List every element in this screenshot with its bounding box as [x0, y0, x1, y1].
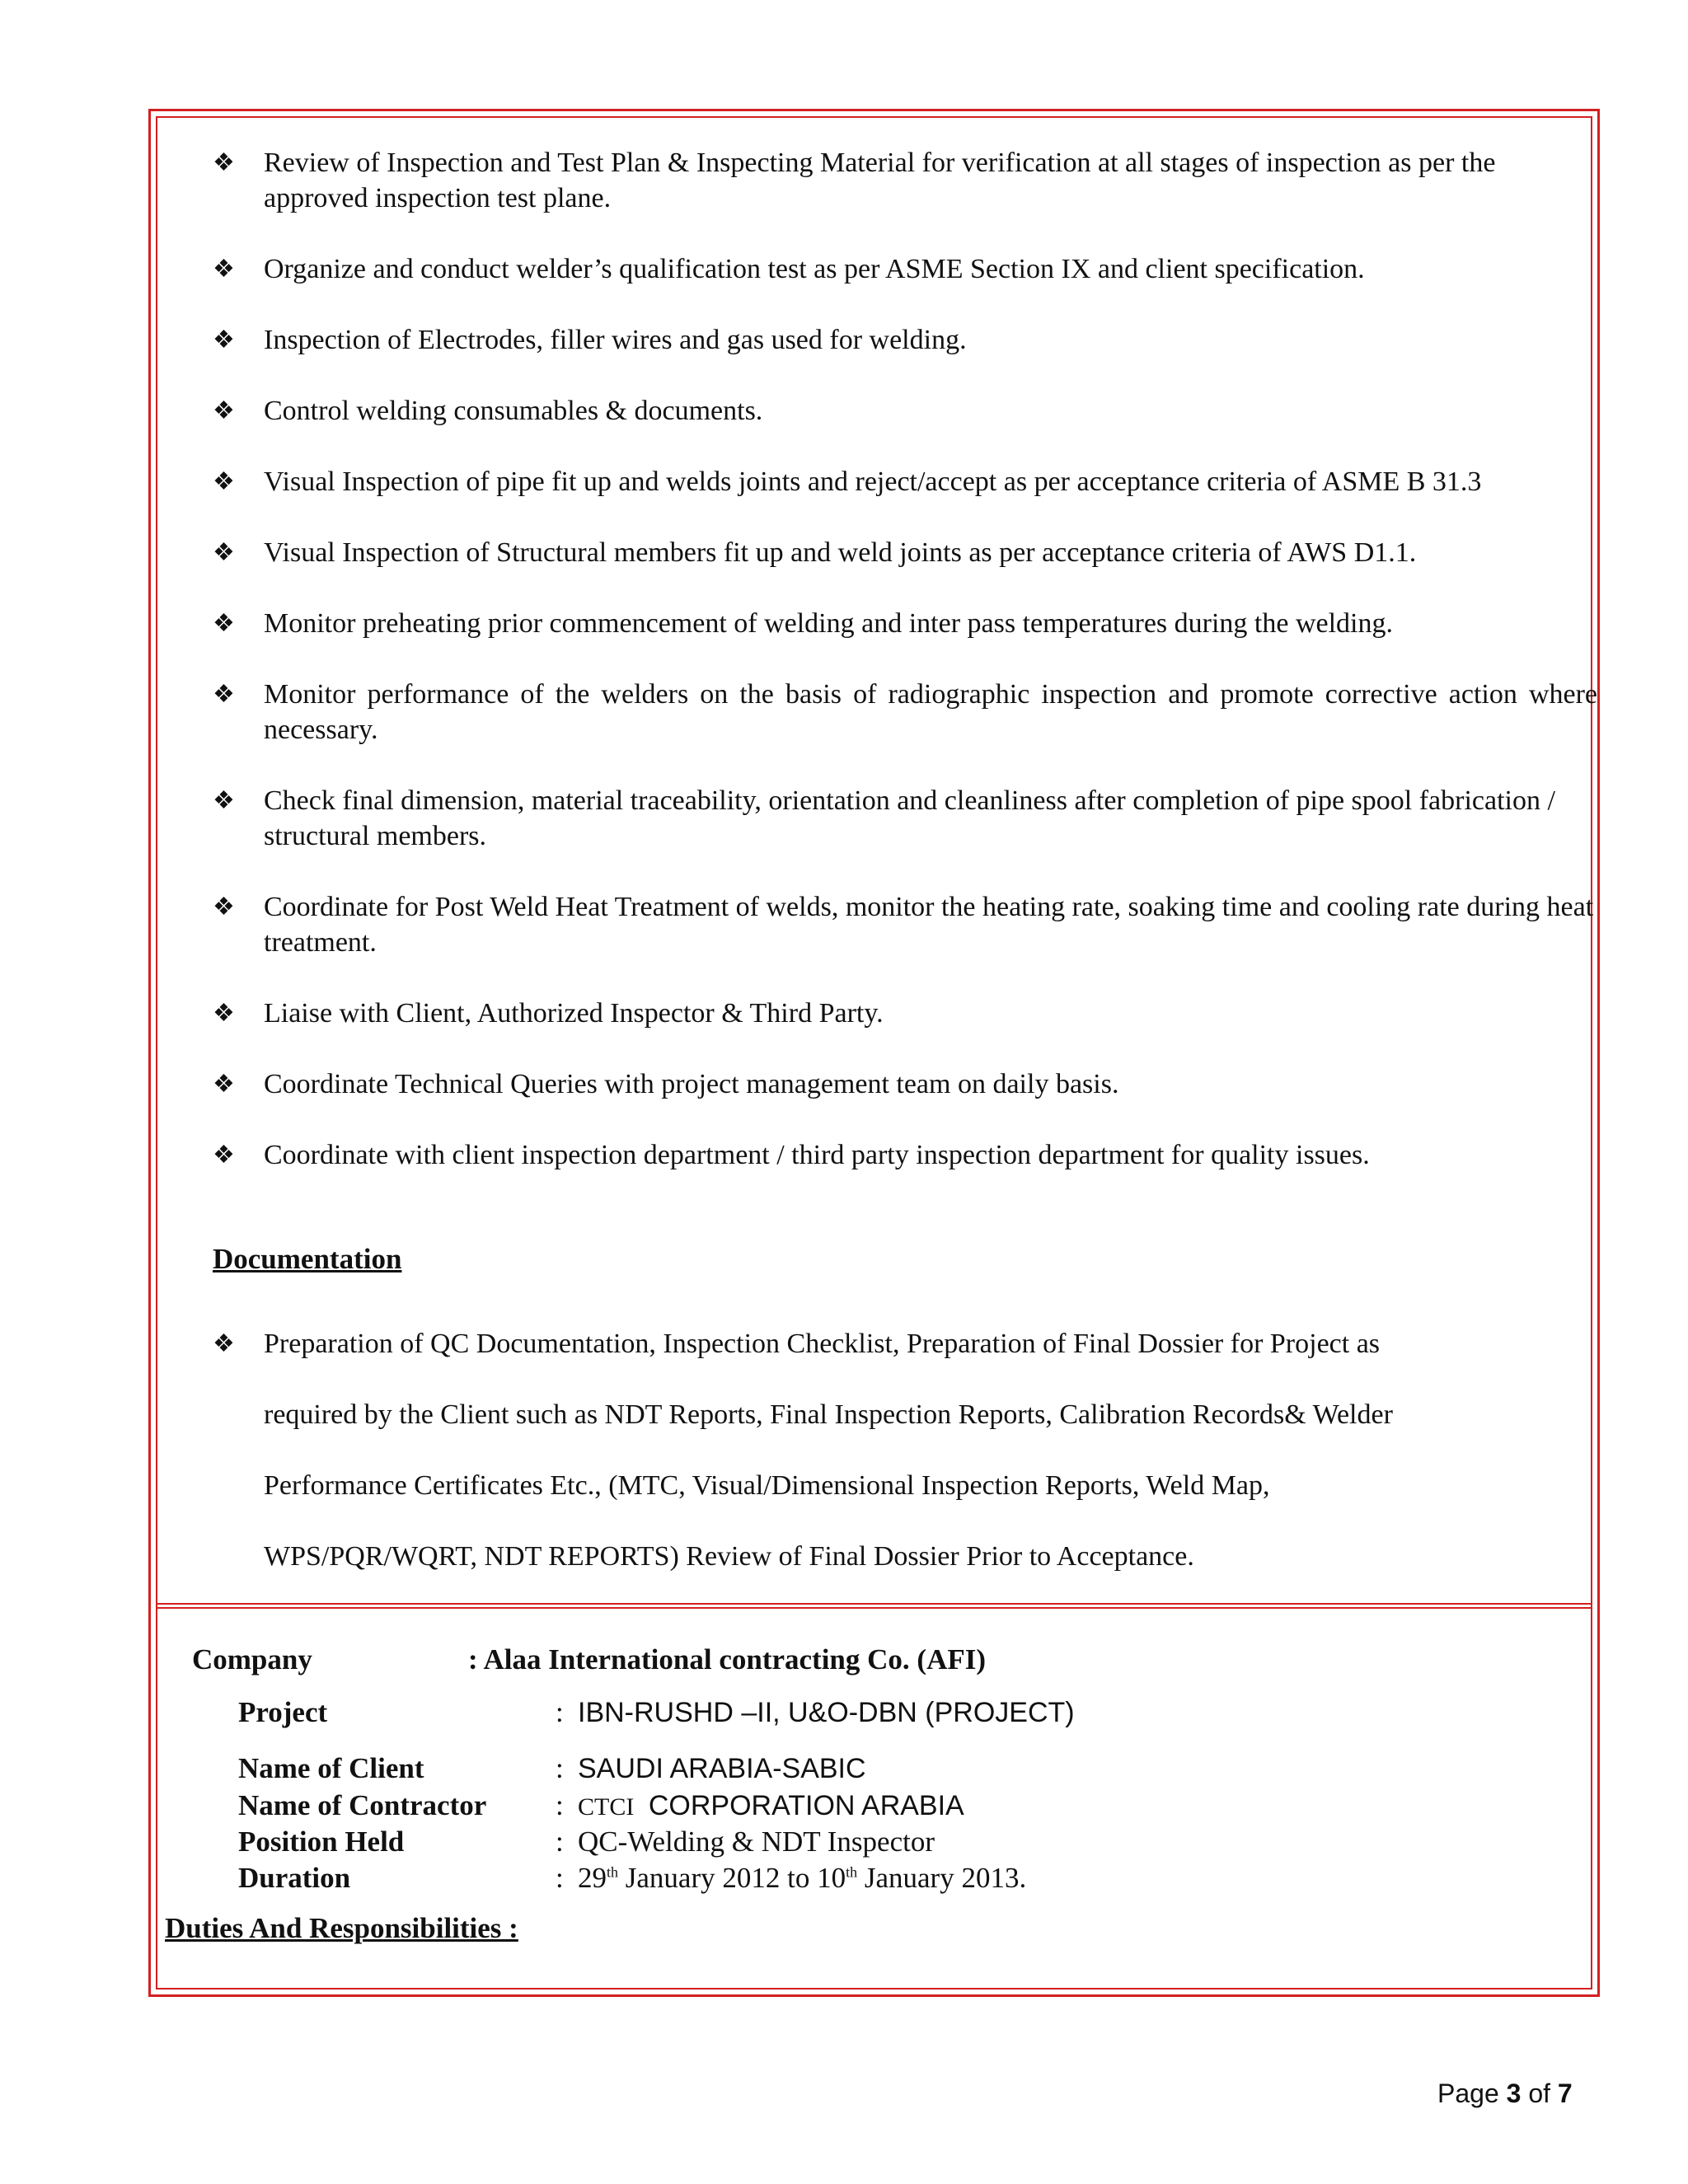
- bullet-text: Review of Inspection and Test Plan & Inspecting Material for verification at all stages of inspection as per the approved inspection test plane.: [264, 148, 1496, 213]
- diamond-bullet-icon: ❖: [213, 1141, 235, 1169]
- diamond-bullet-icon: ❖: [213, 1071, 235, 1098]
- bullet-text: Visual Inspection of pipe fit up and welds joints and reject/accept as per acceptance criteria of ASME B 31.3: [264, 466, 1482, 497]
- list-item: [213, 1137, 1597, 1173]
- field-separator: :: [556, 1752, 564, 1784]
- page-of-word: of: [1528, 2079, 1550, 2108]
- bullet-text: Monitor preheating prior commencement of welding and inter pass temperatures during the welding.: [264, 608, 1393, 639]
- list-item: [213, 889, 1597, 960]
- bullet-text: Coordinate with client inspection department / third party inspection department for quality issues.: [264, 1140, 1370, 1170]
- project-value: IBN-RUSHD –II, U&O-DBN (PROJECT): [578, 1697, 1075, 1728]
- bullet-text: Monitor performance of the welders on the basis of radiographic inspection and promote corrective action where necessary.: [264, 679, 1597, 745]
- diamond-bullet-icon: ❖: [213, 893, 235, 921]
- section-divider-2: [156, 1607, 1592, 1609]
- duration-end-suffix: th: [846, 1863, 858, 1881]
- list-item: [213, 145, 1597, 216]
- diamond-bullet-icon: ❖: [213, 610, 235, 637]
- list-item: [213, 464, 1597, 499]
- bullet-text: Organize and conduct welder’s qualification test as per ASME Section IX and client specification.: [264, 254, 1365, 284]
- duration-start-day: 29: [578, 1862, 607, 1894]
- project-row: [238, 1694, 1075, 1731]
- list-item: [213, 996, 1597, 1031]
- project-label: Project: [238, 1696, 328, 1728]
- duration-label: Duration: [238, 1862, 351, 1894]
- company-label: Company: [192, 1643, 312, 1675]
- bullet-text: Coordinate for Post Weld Heat Treatment of welds, monitor the heating rate, soaking time and cooling rate during heat treatment.: [264, 892, 1594, 958]
- diamond-bullet-icon: ❖: [213, 1000, 235, 1027]
- contractor-label: Name of Contractor: [238, 1789, 487, 1821]
- documentation-line: Performance Certificates Etc., (MTC, Visual/Dimensional Inspection Reports, Weld Map,: [264, 1470, 1270, 1501]
- position-row: [238, 1824, 935, 1860]
- field-separator: :: [556, 1696, 564, 1728]
- duration-start-suffix: th: [607, 1863, 619, 1881]
- list-item: [213, 1066, 1597, 1102]
- page-number: [1437, 2077, 1573, 2110]
- bullet-text: Coordinate Technical Queries with project management team on daily basis.: [264, 1069, 1119, 1099]
- list-item: [213, 251, 1597, 287]
- diamond-bullet-icon: ❖: [213, 255, 235, 283]
- duration-end-rest: January 2013.: [864, 1862, 1027, 1894]
- bullet-text: Check final dimension, material traceability, orientation and cleanliness after completion of pipe spool fabrication / structural members.: [264, 785, 1555, 851]
- duties-heading: Duties And Responsibilities :: [165, 1912, 518, 1944]
- page-current: 3: [1506, 2079, 1522, 2108]
- company-row: [192, 1642, 987, 1678]
- contractor-value: [578, 1788, 964, 1825]
- client-label: Name of Client: [238, 1752, 424, 1784]
- duties-bullet-list: [213, 145, 1597, 1208]
- duration-start-rest: January 2012 to 10: [625, 1862, 846, 1894]
- position-value: QC-Welding & NDT Inspector: [578, 1825, 935, 1858]
- contractor-row: [238, 1788, 964, 1824]
- documentation-heading: Documentation: [213, 1243, 402, 1275]
- bullet-text: Visual Inspection of Structural members fit up and weld joints as per acceptance criteria of AWS D1.1.: [264, 537, 1417, 568]
- client-value: SAUDI ARABIA-SABIC: [578, 1753, 866, 1784]
- client-row: [238, 1750, 866, 1787]
- list-item: [213, 677, 1597, 748]
- duration-row: [238, 1860, 1027, 1896]
- bullet-text: Liaise with Client, Authorized Inspector & Third Party.: [264, 998, 884, 1029]
- field-separator: :: [556, 1825, 564, 1858]
- list-item: [213, 393, 1597, 429]
- diamond-bullet-icon: ❖: [213, 397, 235, 424]
- company-value: : Alaa International contracting Co. (AFI): [468, 1643, 987, 1675]
- field-separator: :: [556, 1862, 564, 1894]
- diamond-bullet-icon: ❖: [213, 787, 235, 814]
- bullet-text: Control welding consumables & documents.: [264, 396, 763, 426]
- diamond-bullet-icon: ❖: [213, 681, 235, 708]
- diamond-bullet-icon: ❖: [213, 539, 235, 566]
- page-total: 7: [1557, 2079, 1573, 2108]
- diamond-bullet-icon: ❖: [213, 326, 235, 354]
- documentation-line: required by the Client such as NDT Reports, Final Inspection Reports, Calibration Records& Welder: [264, 1399, 1393, 1430]
- documentation-line: WPS/PQR/WQRT, NDT REPORTS) Review of Final Dossier Prior to Acceptance.: [264, 1541, 1194, 1572]
- field-separator: :: [556, 1789, 564, 1821]
- duration-value: [578, 1860, 1026, 1896]
- documentation-line: Preparation of QC Documentation, Inspection Checklist, Preparation of Final Dossier for Project as: [264, 1329, 1381, 1359]
- diamond-bullet-icon: ❖: [213, 468, 235, 495]
- diamond-bullet-icon: ❖: [213, 149, 235, 176]
- list-item: [213, 606, 1597, 641]
- contractor-prefix: CTCI: [578, 1793, 635, 1821]
- section-divider: [156, 1603, 1592, 1605]
- position-label: Position Held: [238, 1825, 405, 1858]
- list-item: [213, 783, 1597, 854]
- diamond-bullet-icon: ❖: [213, 1330, 235, 1357]
- bullet-text: Inspection of Electrodes, filler wires and gas used for welding.: [264, 325, 967, 355]
- page-word: Page: [1437, 2079, 1499, 2108]
- list-item: [213, 322, 1597, 358]
- list-item: [213, 535, 1597, 570]
- contractor-name: CORPORATION ARABIA: [648, 1790, 964, 1821]
- documentation-item: [213, 1309, 1582, 1592]
